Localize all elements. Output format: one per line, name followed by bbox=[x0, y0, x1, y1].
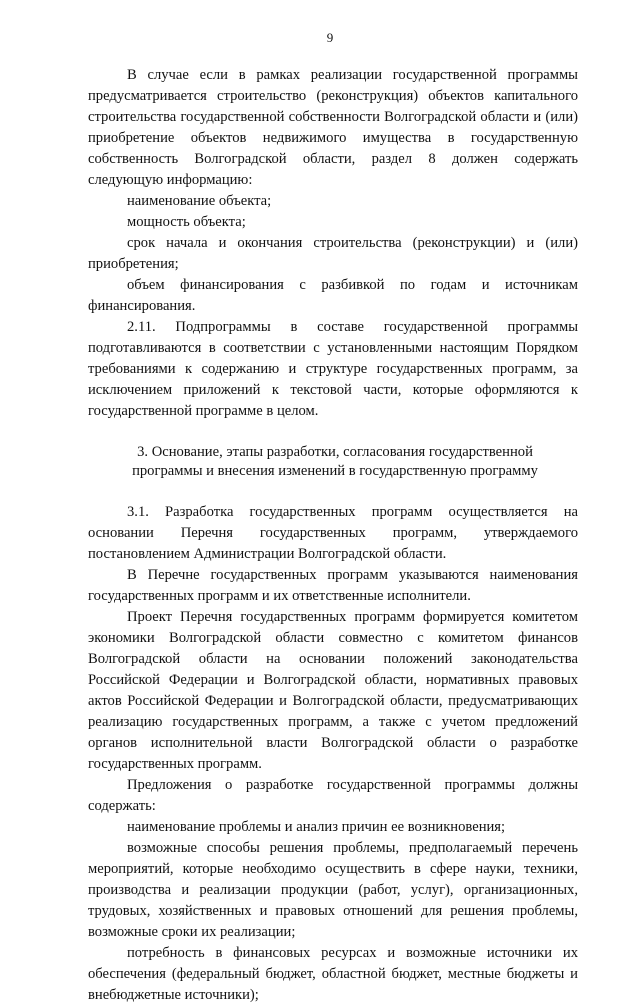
section-heading-line-2: программы и внесения изменений в государственную программу bbox=[132, 463, 538, 479]
paragraph-proposals: Предложения о разработке государственной программы должны содержать: bbox=[88, 777, 578, 814]
list-item-financial-needs: потребность в финансовых ресурсах и возможные источники их обеспечения (федеральный бюджет, областной бюджет, местные бюджеты и внебюджетные источники); bbox=[88, 945, 578, 1003]
paragraph-3-1-basis: 3.1. Разработка государственных программ осуществляется на основании Перечня государственных программ, утверждаемого постановлением Администрации Волгоградской области. bbox=[88, 504, 578, 562]
section-3-heading bbox=[88, 443, 578, 481]
paragraph-list-contents: В Перечне государственных программ указываются наименования государственных программ и их ответственные исполнители. bbox=[88, 567, 578, 604]
list-item-problem-name: наименование проблемы и анализ причин ее возникновения; bbox=[127, 819, 506, 835]
section-heading-line-1: 3. Основание, этапы разработки, согласования государственной bbox=[137, 444, 533, 460]
paragraph-2-11-subprograms: 2.11. Подпрограммы в составе государственной программы подготавливаются в соответствии с установленными настоящим Порядком требованиями к содержанию и структуре государственных программ, за исключением приложений к текстовой части, которые оформляются к государственной программе в целом. bbox=[88, 319, 578, 419]
document-page bbox=[88, 30, 578, 1006]
spacer bbox=[88, 481, 578, 502]
list-item-financing-volume: объем финансирования с разбивкой по годам и источникам финансирования. bbox=[88, 277, 578, 314]
spacer bbox=[88, 422, 578, 443]
paragraph-draft-list: Проект Перечня государственных программ формируется комитетом экономики Волгоградской области совместно с комитетом финансов Волгоградской области на основании положений законодательства Российской Федерации и Волгоградской области, нормативных правовых актов Российской Федерации и Волгоградской области, предусматривающих реализацию государственных программ, а также с учетом предложений органов исполнительной власти Волгоградской области о разработке государственных программ. bbox=[88, 609, 578, 772]
list-item-construction-dates: срок начала и окончания строительства (реконструкции) и (или) приобретения; bbox=[88, 235, 578, 272]
list-item-object-name: наименование объекта; bbox=[127, 193, 272, 209]
list-item-object-capacity: мощность объекта; bbox=[127, 214, 246, 230]
paragraph-construction-info: В случае если в рамках реализации государственной программы предусматривается строительство (реконструкция) объектов капитального строительства государственной собственности Волгоградской области и (или) приобретение объектов недвижимого имущества в государственную собственность Волгоградской области, раздел 8 должен содержать следующую информацию: bbox=[88, 67, 578, 188]
page-number: 9 bbox=[326, 30, 334, 45]
list-item-solutions: возможные способы решения проблемы, предполагаемый перечень мероприятий, которые необходимо осуществить в сфере науки, техники, производства и реализации продукции (работ, услуг), организационных, трудовых, хозяйственных и правовых отношений для решения проблемы, возможные сроки их реализации; bbox=[88, 840, 578, 940]
